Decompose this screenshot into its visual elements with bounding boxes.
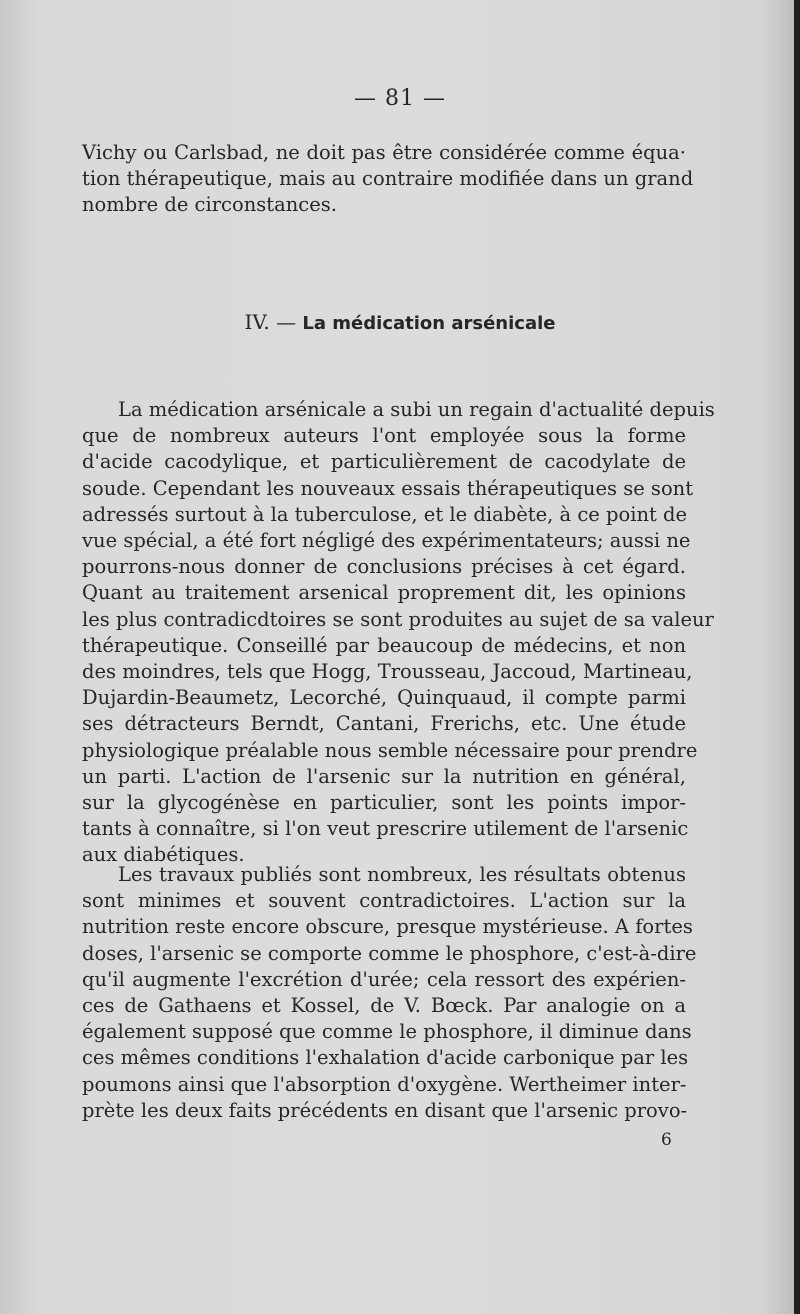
text-line: thérapeutique. Conseillé par beaucoup de médecins, et non xyxy=(82,633,686,657)
text-line: pourrons-nous donner de conclusions précises à cet égard. xyxy=(82,555,686,579)
text-line: sont minimes et souvent contradictoires. L'action sur la xyxy=(82,889,686,913)
text-line: également supposé que comme le phosphore, il diminue dans xyxy=(82,1020,692,1044)
text-line: doses, l'arsenic se comporte comme le phosphore, c'est-à-dire xyxy=(82,941,697,965)
text-line: sur la glycogénèse en particulier, sont les points impor- xyxy=(82,791,686,815)
text-line: adressés surtout à la tuberculose, et le diabète, à ce point de xyxy=(82,502,688,526)
text-line: Quant au traitement arsenical proprement dit, les opinions xyxy=(82,581,686,605)
text-line: Les travaux publiés sont nombreux, les résultats obtenus xyxy=(118,863,686,886)
text-line: Vichy ou Carlsbad, ne doit pas être considérée comme équa· xyxy=(82,141,686,164)
text-line: aux diabétiques. xyxy=(82,843,245,867)
text-line: des moindres, tels que Hogg, Trousseau, Jaccoud, Martineau, xyxy=(82,660,693,684)
text-line: poumons ainsi que l'absorption d'oxygène. Wertheimer inter- xyxy=(82,1072,687,1096)
text-line: un parti. L'action de l'arsenic sur la nutrition en général, xyxy=(82,764,686,788)
text-line: vue spécial, a été fort négligé des expérimentateurs; aussi ne xyxy=(82,529,691,553)
text-line: prète les deux faits précédents en disant que l'arsenic provo- xyxy=(82,1098,688,1122)
paragraph-1 xyxy=(82,397,715,869)
text-line: tion thérapeutique, mais au contraire modifiée dans un grand xyxy=(82,167,694,191)
text-line: physiologique préalable nous semble nécessaire pour prendre xyxy=(82,738,698,762)
text-line: soude. Cependant les nouveaux essais thérapeutiques se sont xyxy=(82,476,694,500)
section-heading xyxy=(0,310,800,334)
paragraph-2 xyxy=(82,862,697,1124)
text-line: ses détracteurs Berndt, Cantani, Frerichs, etc. Une étude xyxy=(82,712,686,736)
signature-mark: 6 xyxy=(661,1130,672,1150)
text-line: les plus contradicdtoires se sont produites au sujet de sa valeur xyxy=(82,607,714,631)
text-line: tants à connaître, si l'on veut prescrire utilement de l'arsenic xyxy=(82,817,689,841)
text-line: ces de Gathaens et Kossel, de V. Bœck. Par analogie on a xyxy=(82,994,686,1018)
text-line: Dujardin-Beaumetz, Lecorché, Quinquaud, il compte parmi xyxy=(82,686,686,710)
page-number: — 81 — xyxy=(354,86,446,111)
text-line: nutrition reste encore obscure, presque mystérieuse. A fortes xyxy=(82,915,693,939)
text-line: ces mêmes conditions l'exhalation d'acide carbonique par les xyxy=(82,1046,689,1070)
intro-text xyxy=(82,140,694,219)
section-title: La médication arsénicale xyxy=(302,313,556,334)
text-line: La médication arsénicale a subi un regain d'actualité depuis xyxy=(118,398,715,421)
text-line: d'acide cacodylique, et particulièrement de cacodylate de xyxy=(82,450,686,474)
text-line: qu'il augmente l'excrétion d'urée; cela ressort des expérien- xyxy=(82,967,686,991)
text-line: nombre de circonstances. xyxy=(82,193,337,217)
section-numeral: IV. — xyxy=(244,310,297,334)
page-edge-shadow xyxy=(794,0,800,1314)
text-line: que de nombreux auteurs l'ont employée sous la forme xyxy=(82,424,686,448)
